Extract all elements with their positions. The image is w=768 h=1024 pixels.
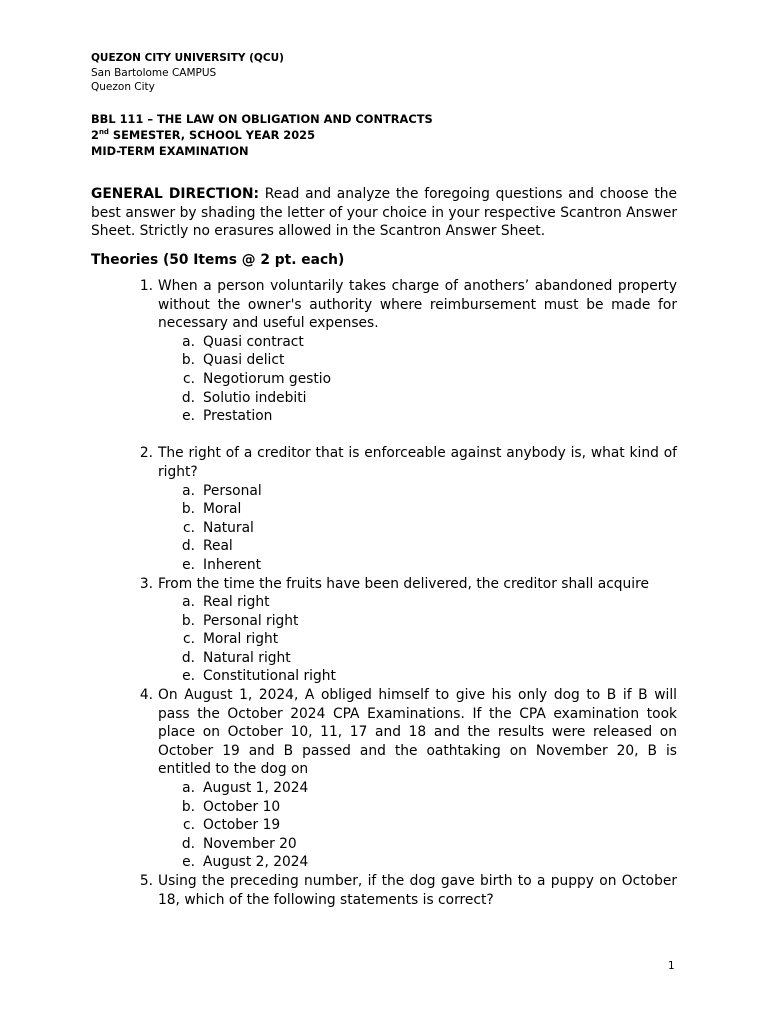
choice-letter: d. xyxy=(181,389,195,406)
question-text: The right of a creditor that is enforceable against anybody is, what kind of right? xyxy=(158,445,677,480)
choice-text: October 19 xyxy=(203,817,281,834)
question-text: On August 1, 2024, A obliged himself to give his only dog to B if B will pass the October 2024 CPA Examinations. If the CPA examination took place on October 10, 11, 17 and 18 and the results were released on October 19 and B passed and the oathtaking on November 20, B is entitled to the dog on xyxy=(158,687,677,778)
choice-letter: b. xyxy=(181,501,195,518)
choice-text: Personal right xyxy=(203,612,299,629)
question-number: 5. xyxy=(139,873,153,889)
choice-letter: c. xyxy=(183,370,195,387)
direction-label: GENERAL DIRECTION: xyxy=(91,186,260,202)
choice-text: Real right xyxy=(203,594,270,611)
choice-letter: c. xyxy=(183,631,195,648)
choice-letter: b. xyxy=(181,352,195,369)
semester-suffix: nd xyxy=(98,128,109,137)
choice-item xyxy=(133,649,677,668)
city-name: Quezon City xyxy=(91,81,155,93)
choice-letter: e. xyxy=(182,668,195,685)
choice-item xyxy=(133,333,677,352)
choice-text: Moral right xyxy=(203,631,279,648)
choice-text: Personal xyxy=(203,482,262,499)
course-title: BBL 111 – THE LAW ON OBLIGATION AND CONTRACTS xyxy=(91,112,433,126)
choice-list xyxy=(133,779,677,872)
choice-letter: c. xyxy=(183,519,195,536)
choice-item xyxy=(133,853,677,872)
choice-letter: b. xyxy=(181,612,195,629)
choice-item xyxy=(133,667,677,686)
exam-title: MID-TERM EXAMINATION xyxy=(91,144,249,158)
document-header xyxy=(91,51,284,95)
choice-letter: e. xyxy=(182,408,195,425)
choice-letter: c. xyxy=(183,817,195,834)
choice-text: Real xyxy=(203,538,233,555)
choice-item xyxy=(133,351,677,370)
choice-item xyxy=(133,500,677,519)
choice-list xyxy=(133,482,677,575)
choice-text: November 20 xyxy=(203,835,297,852)
choice-letter: a. xyxy=(182,482,195,499)
choice-text: Solutio indebiti xyxy=(203,389,307,406)
section-title: Theories (50 Items @ 2 pt. each) xyxy=(91,252,345,268)
choice-item xyxy=(133,593,677,612)
choice-item xyxy=(133,630,677,649)
choice-letter: a. xyxy=(182,594,195,611)
campus-name: San Bartolome CAMPUS xyxy=(91,66,217,79)
choice-item xyxy=(133,556,677,575)
choice-list xyxy=(133,333,677,426)
question-number: 2. xyxy=(139,445,153,462)
question-item xyxy=(133,277,677,426)
choice-text: Quasi contract xyxy=(203,333,304,350)
choice-item xyxy=(133,482,677,501)
choice-letter: e. xyxy=(182,556,195,573)
university-name: QUEZON CITY UNIVERSITY (QCU) xyxy=(91,52,284,64)
choice-item xyxy=(133,816,677,835)
choice-text: August 1, 2024 xyxy=(203,780,309,797)
semester-text: SEMESTER, SCHOOL YEAR 2025 xyxy=(108,128,316,142)
choice-letter: d. xyxy=(181,538,195,555)
choice-text: October 10 xyxy=(203,798,281,815)
choice-letter: d. xyxy=(181,835,195,852)
choice-text: Prestation xyxy=(203,408,273,425)
choice-letter: d. xyxy=(181,649,195,666)
course-block xyxy=(91,111,433,159)
choice-item xyxy=(133,519,677,538)
semester-line xyxy=(91,127,433,143)
choice-item xyxy=(133,779,677,798)
choice-text: Inherent xyxy=(203,556,262,573)
choice-item xyxy=(133,835,677,854)
choice-letter: b. xyxy=(181,798,195,815)
choice-text: Natural xyxy=(203,519,254,536)
question-number: 3. xyxy=(139,575,153,592)
questions-list xyxy=(133,277,677,909)
question-text: From the time the fruits have been delivered, the creditor shall acquire xyxy=(158,575,649,592)
question-item xyxy=(133,872,677,909)
choice-item xyxy=(133,370,677,389)
choice-item xyxy=(133,537,677,556)
question-text: When a person voluntarily takes charge of anothers’ abandoned property without the owner's authority where reimbursement must be made for necessary and useful expenses. xyxy=(158,278,677,332)
direction-text: Read and analyze the foregoing questions and choose the best answer by shading the letter of your choice in your respective Scantron Answer Sheet. Strictly no erasures allowed in the Scantron Answer Sheet. xyxy=(91,186,678,240)
page-number: 1 xyxy=(668,960,675,972)
question-item xyxy=(133,575,677,687)
choice-text: Constitutional right xyxy=(203,668,336,685)
choice-text: Negotiorum gestio xyxy=(203,370,332,387)
choice-item xyxy=(133,407,677,426)
question-number: 4. xyxy=(139,687,153,704)
choice-text: Quasi delict xyxy=(203,352,285,369)
choice-item xyxy=(133,612,677,631)
choice-item xyxy=(133,389,677,408)
question-item xyxy=(133,686,677,872)
choice-list xyxy=(133,593,677,686)
question-text: Using the preceding number, if the dog gave birth to a puppy on October 18, which of the following statements is correct? xyxy=(158,873,677,908)
choice-letter: a. xyxy=(182,780,195,797)
general-direction xyxy=(91,185,677,241)
choice-text: August 2, 2024 xyxy=(203,854,309,871)
choice-text: Moral xyxy=(203,501,242,518)
choice-letter: e. xyxy=(182,854,195,871)
question-number: 1. xyxy=(139,278,153,294)
choice-letter: a. xyxy=(182,333,195,350)
choice-text: Natural right xyxy=(203,649,291,666)
semester-number: 2 xyxy=(91,128,99,142)
question-item xyxy=(133,444,677,574)
choice-item xyxy=(133,798,677,817)
